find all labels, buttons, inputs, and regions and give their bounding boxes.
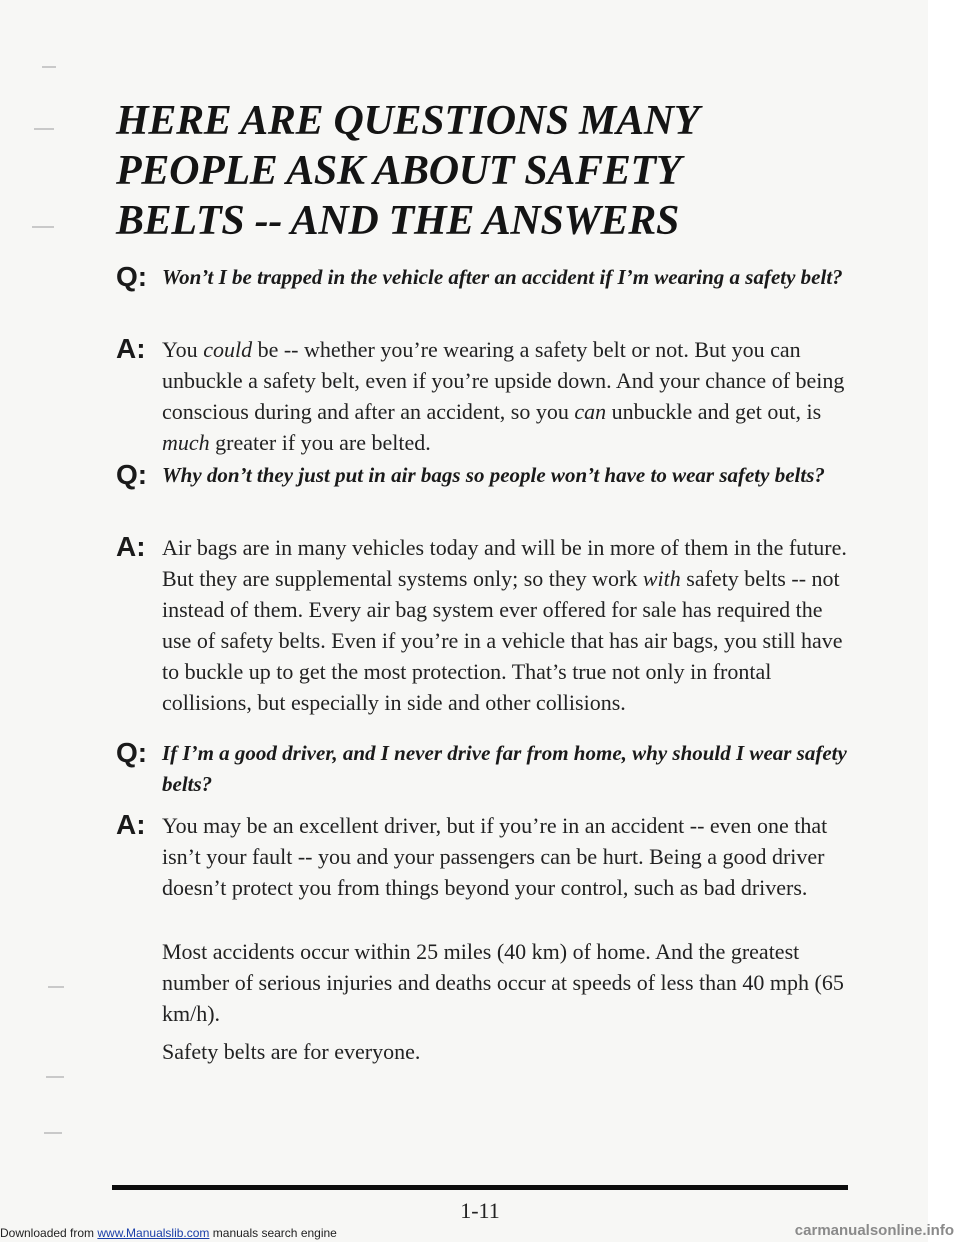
- body-paragraph: Most accidents occur within 25 miles (40 km) of home. And the greatest number of serious injuries and deaths occur at speeds of less than 40 mph (65 km/h).: [162, 939, 844, 1026]
- answer-run: be -- whether you’re wearing a safety belt or not. But you can unbuckle a safety belt, even if you’re upside down. And your chance of being conscious during and after an accident, so you: [162, 337, 845, 424]
- margin-mark: [48, 986, 64, 988]
- margin-mark: [44, 1132, 62, 1134]
- answer-run: You: [162, 337, 204, 362]
- answer-text: [162, 532, 856, 718]
- emphasis-text: with: [642, 566, 681, 591]
- margin-mark: [42, 66, 56, 68]
- answer-run: greater if you are belted.: [209, 430, 431, 455]
- footer-rule: [112, 1185, 848, 1190]
- body-paragraph: Safety belts are for everyone.: [162, 1039, 421, 1064]
- answer-run: You may be an excellent driver, but if you’re in an accident -- even one that isn’t your fault -- you and your passengers can be hurt. Being a good driver doesn’t protect you from things beyond your control, such as bad drivers.: [162, 813, 828, 900]
- question-2: [116, 460, 856, 491]
- margin-mark: [32, 226, 54, 228]
- answer-marker: A:: [116, 531, 146, 562]
- answer-run: Air bags are in many vehicles today and will be in more of them in the future. But they are supplemental systems only; so they work: [162, 535, 847, 591]
- manualslib-link[interactable]: www.Manualslib.com: [97, 1226, 210, 1240]
- answer-run: safety belts -- not instead of them. Every air bag system ever offered for sale has required the use of safety belts. Even if you’re in a vehicle that has air bags, you still have to buckle up to get the most protection. That’s true not only in frontal collisions, but especially in side and other collisions.: [162, 566, 843, 715]
- answer-3: [116, 810, 856, 903]
- credit-prefix: Downloaded from: [0, 1226, 98, 1240]
- answer-2: [116, 532, 856, 718]
- answer-run: unbuckle and get out, is: [606, 399, 822, 424]
- download-credit: [0, 1226, 337, 1240]
- emphasis-text: much: [162, 430, 210, 455]
- answer-marker: A:: [116, 809, 146, 840]
- question-text: Won’t I be trapped in the vehicle after an accident if I’m wearing a safety belt?: [162, 265, 843, 289]
- answer-marker: A:: [116, 333, 146, 364]
- question-text: If I’m a good driver, and I never drive far from home, why should I wear safety belts?: [162, 741, 847, 796]
- page-number: 1-11: [460, 1198, 500, 1223]
- emphasis-text: could: [203, 337, 253, 362]
- emphasis-text: can: [574, 399, 607, 424]
- page-edge: [928, 0, 960, 1242]
- question-marker: Q:: [116, 261, 148, 292]
- question-text: Why don’t they just put in air bags so people won’t have to wear safety belts?: [162, 463, 825, 487]
- margin-mark: [34, 128, 54, 130]
- answer-text: [162, 810, 856, 903]
- page-title: HERE ARE QUESTIONS MANY PEOPLE ASK ABOUT SAFETY BELTS -- AND THE ANSWERS: [116, 98, 698, 244]
- watermark: carmanualsonline.info: [794, 1222, 954, 1239]
- margin-mark: [46, 1076, 64, 1078]
- answer-1: [116, 334, 856, 458]
- question-3: [116, 738, 856, 800]
- question-marker: Q:: [116, 459, 148, 490]
- credit-suffix: manuals search engine: [209, 1226, 337, 1240]
- answer-text: [162, 334, 856, 458]
- question-1: [116, 262, 856, 293]
- question-marker: Q:: [116, 737, 148, 768]
